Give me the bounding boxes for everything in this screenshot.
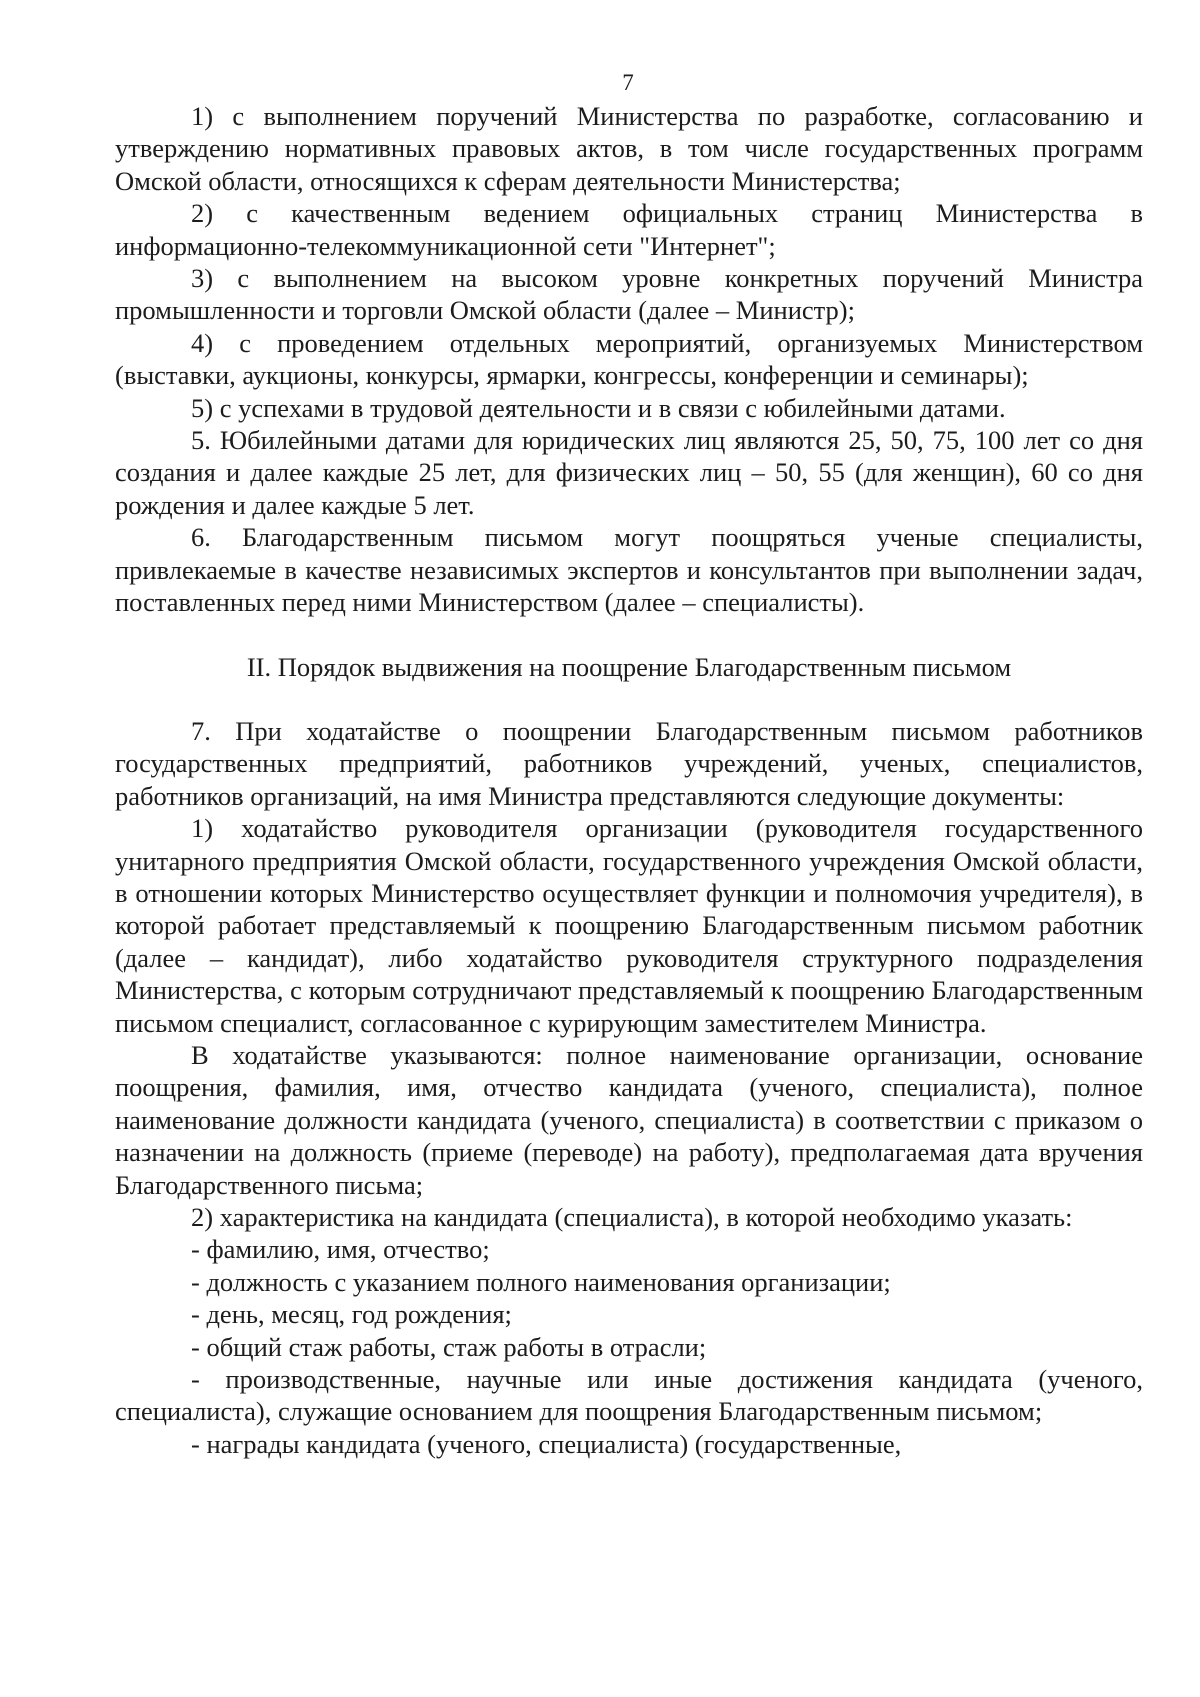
paragraph-item-3: 3) с выполнением на высоком уровне конкретных поручений Министра промышленности и торговли Омской области (далее – Министр); [115, 263, 1143, 326]
paragraph-item-1: 1) с выполнением поручений Министерства по разработке, согласованию и утверждению нормативных правовых актов, в том числе государственных программ Омской области, относящихся к сферам деятельности Министерства; [115, 101, 1143, 196]
paragraph-sub-1: 1) ходатайство руководителя организации (руководителя государственного унитарного предприятия Омской области, государственного учреждения Омской области, в отношении которых Министерство осуществляет функции и полномочия учредителя), в которой работает представляемый к поощрению Благодарственным письмом работник (далее – кандидат), либо ходатайство руководителя структурного подразделения Министерства, с которым сотрудничают представляемый к поощрению Благодарственным письмом специалист, согласованное с курирующим заместителем Министра. [115, 813, 1143, 1038]
paragraph-item-2: 2) с качественным ведением официальных страниц Министерства в информационно-телекоммуникационной сети "Интернет"; [115, 198, 1143, 261]
paragraph-clause-5: 5. Юбилейными датами для юридических лиц являются 25, 50, 75, 100 лет со дня создания и далее каждые 25 лет, для физических лиц – 50, 55 (для женщин), 60 со дня рождения и далее каждые 5 лет. [115, 425, 1143, 520]
list-item-achievements: - производственные, научные или иные достижения кандидата (ученого, специалиста), служащие основанием для поощрения Благодарственным письмом; [115, 1364, 1143, 1427]
paragraph-petition-details: В ходатайстве указываются: полное наименование организации, основание поощрения, фамилия, имя, отчество кандидата (ученого, специалиста), полное наименование должности кандидата (ученого, специалиста) в соответствии с приказом о назначении на должность (приеме (переводе) на работу), предполагаемая дата вручения Благодарственного письма; [115, 1039, 1143, 1200]
list-item-experience: - общий стаж работы, стаж работы в отрасли; [191, 1331, 707, 1362]
paragraph-sub-2: 2) характеристика на кандидата (специалиста), в которой необходимо указать: [191, 1202, 1073, 1232]
list-item-position: - должность с указанием полного наименования организации; [191, 1266, 891, 1297]
list-item-awards: - награды кандидата (ученого, специалиста) (государственные, [191, 1428, 902, 1459]
paragraph-clause-7: 7. При ходатайстве о поощрении Благодарственным письмом работников государственных предприятий, работников учреждений, ученых, специалистов, работников организаций, на имя Министра представляются следующие документы: [115, 715, 1143, 811]
paragraph-item-4: 4) с проведением отдельных мероприятий, организуемых Министерством (выставки, аукционы, конкурсы, ярмарки, конгрессы, конференции и семинары); [115, 327, 1143, 391]
page-number: 7 [622, 70, 634, 95]
section-heading: II. Порядок выдвижения на поощрение Благодарственным письмом [246, 651, 1012, 682]
list-item-birthdate: - день, месяц, год рождения; [191, 1299, 512, 1330]
paragraph-clause-6: 6. Благодарственным письмом могут поощряться ученые специалисты, привлекаемые в качестве независимых экспертов и консультантов при выполнении задач, поставленных перед ними Министерством (далее – специалисты). [115, 522, 1143, 618]
list-item-name: - фамилию, имя, отчество; [191, 1234, 490, 1265]
document-body [115, 100, 1143, 1460]
paragraph-item-5: 5) с успехами в трудовой деятельности и в связи с юбилейными датами. [191, 392, 1006, 423]
